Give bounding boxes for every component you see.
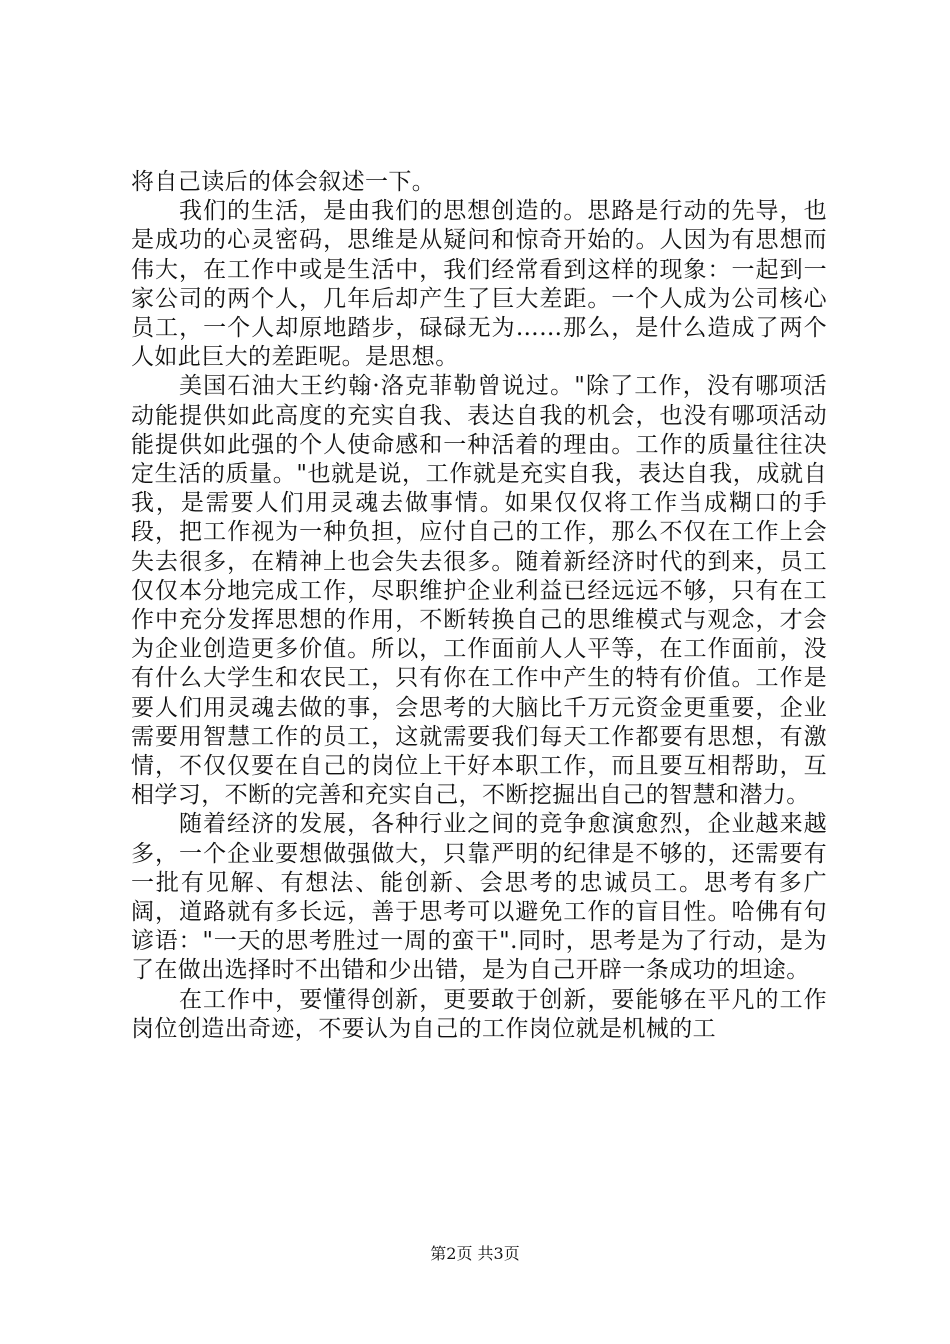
paragraph-5: 在工作中，要懂得创新，更要敢于创新，要能够在平凡的工作岗位创造出奇迹，不要认为自己的工作岗位就是机械的工 [131, 986, 827, 1042]
paragraph-3: 美国石油大王约翰·洛克菲勒曾说过。"除了工作，没有哪项活动能提供如此高度的充实自我、表达自我的机会，也没有哪项活动能提供如此强的个人使命感和一种活着的理由。工作的质量往往决定生活的质量。"也就是说，工作就是充实自我，表达自我，成就自我，是需要人们用灵魂去做事情。如果仅仅将工作当成糊口的手段，把工作视为一种负担，应付自己的工作，那么不仅在工作上会失去很多，在精神上也会失去很多。随着新经济时代的到来，员工仅仅本分地完成工作，尽职维护企业利益已经远远不够，只有在工作中充分发挥思想的作用，不断转换自己的思维模式与观念，才会为企业创造更多价值。所以，工作面前人人平等，在工作面前，没有什么大学生和农民工，只有你在工作中产生的特有价值。工作是要人们用灵魂去做的事，会思考的大脑比千万元资金更重要，企业需要用智慧工作的员工，这就需要我们每天工作都要有思想，有激情，不仅仅要在自己的岗位上干好本职工作，而且要互相帮助，互相学习，不断的完善和充实自己，不断挖掘出自己的智慧和潜力。 [131, 373, 827, 809]
page-footer [0, 1244, 950, 1264]
page-number-label: 第2页 共3页 [430, 1244, 520, 1263]
paragraph-1: 将自己读后的体会叙述一下。 [131, 169, 436, 195]
document-body [131, 168, 827, 1044]
paragraph-2: 我们的生活，是由我们的思想创造的。思路是行动的先导，也是成功的心灵密码，思维是从疑问和惊奇开始的。人因为有思想而伟大，在工作中或是生活中，我们经常看到这样的现象：一起到一家公司的两个人，几年后却产生了巨大差距。一个人成为公司核心员工，一个人却原地踏步，碌碌无为……那么，是什么造成了两个人如此巨大的差距呢。是思想。 [131, 198, 827, 371]
paragraph-4: 随着经济的发展，各种行业之间的竞争愈演愈烈，企业越来越多，一个企业要想做强做大，只靠严明的纪律是不够的，还需要有一批有见解、有想法、能创新、会思考的忠诚员工。思考有多广阔，道路就有多长远，善于思考可以避免工作的盲目性。哈佛有句谚语："一天的思考胜过一周的蛮干".同时，思考是为了行动，是为了在做出选择时不出错和少出错，是为自己开辟一条成功的坦途。 [131, 811, 827, 984]
